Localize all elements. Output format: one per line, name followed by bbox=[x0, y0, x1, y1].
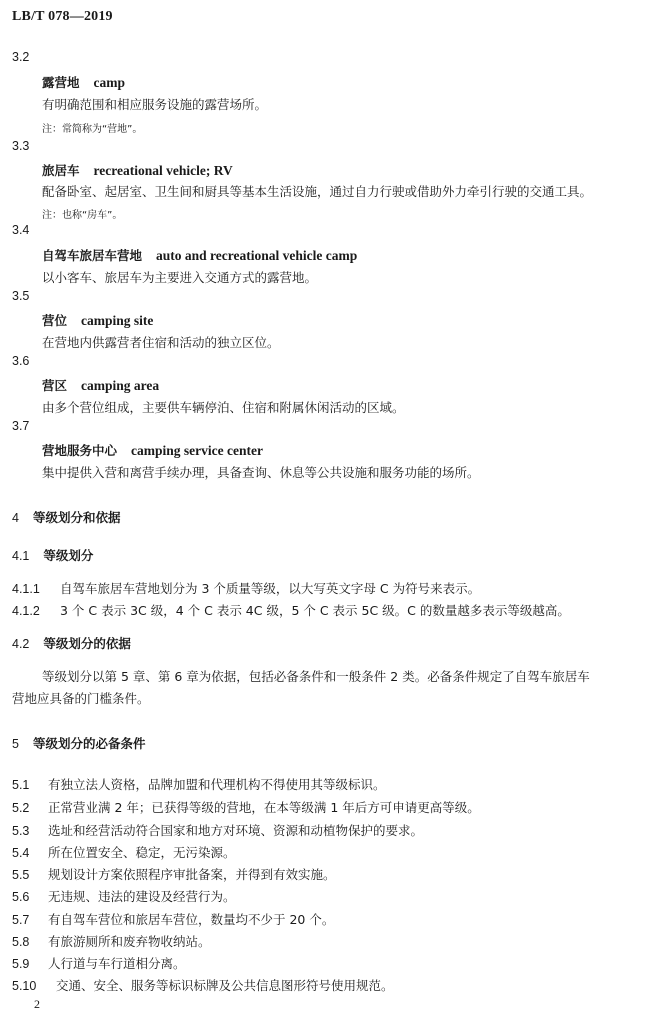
clause-text: 有独立法人资格，品牌加盟和代理机构不得使用其等级标识。 bbox=[48, 777, 386, 792]
paragraph-line: 等级划分以第 5 章、第 6 章为依据，包括必备条件和一般条件 2 类。必备条件规定了自驾车旅居车 bbox=[42, 669, 590, 684]
subsection-number: 4.2 bbox=[12, 637, 30, 651]
clause-number: 4.1.2 bbox=[12, 604, 40, 618]
section-title: 等级划分的必备条件 bbox=[32, 736, 146, 751]
clause-4-1-2 bbox=[12, 601, 570, 619]
clause-number: 5.7 bbox=[12, 913, 30, 927]
clause-text: 无违规、违法的建设及经营行为。 bbox=[48, 889, 236, 904]
clause-4-1-1 bbox=[12, 579, 480, 597]
term-english: camp bbox=[93, 75, 126, 90]
term-heading bbox=[42, 311, 153, 329]
section-5-heading bbox=[12, 734, 145, 752]
clause-number: 5.10 bbox=[12, 979, 37, 993]
subsection-number: 4.1 bbox=[12, 549, 30, 563]
clause-number: 3.7 bbox=[12, 419, 30, 433]
term-chinese: 露营地 bbox=[42, 75, 80, 90]
term-chinese: 旅居车 bbox=[42, 163, 80, 178]
clause-text: 人行道与车行道相分离。 bbox=[48, 956, 186, 971]
term-definition: 有明确范围和相应服务设施的露营场所。 bbox=[42, 97, 268, 112]
term-note: 注：常简称为“营地”。 bbox=[42, 124, 143, 135]
clause-text: 所在位置安全、稳定，无污染源。 bbox=[48, 845, 236, 860]
clause-number: 3.2 bbox=[12, 50, 30, 64]
clause-number: 5.2 bbox=[12, 801, 30, 815]
clause-5-7 bbox=[12, 910, 334, 928]
section-4-heading bbox=[12, 508, 120, 526]
clause-number: 3.5 bbox=[12, 289, 30, 303]
term-english: camping site bbox=[81, 313, 154, 328]
term-heading bbox=[42, 246, 357, 264]
clause-number: 3.3 bbox=[12, 139, 30, 153]
clause-number: 5.4 bbox=[12, 846, 30, 860]
clause-text: 自驾车旅居车营地划分为 3 个质量等级，以大写英文字母 C 为符号来表示。 bbox=[60, 581, 481, 596]
clause-text: 有旅游厕所和废弃物收纳站。 bbox=[48, 934, 211, 949]
clause-number: 5.5 bbox=[12, 868, 30, 882]
term-heading bbox=[42, 441, 263, 459]
clause-number: 5.9 bbox=[12, 957, 30, 971]
term-definition: 在营地内供露营者住宿和活动的独立区位。 bbox=[42, 335, 280, 350]
clause-text: 交通、安全、服务等标识标牌及公共信息图形符号使用规范。 bbox=[56, 978, 394, 993]
clause-5-2 bbox=[12, 798, 480, 816]
standard-code-header: LB/T 078—2019 bbox=[12, 9, 113, 24]
clause-text: 规划设计方案依照程序审批备案，并得到有效实施。 bbox=[48, 867, 336, 882]
clause-text: 正常营业满 2 年；已获得等级的营地，在本等级满 1 年后方可申请更高等级。 bbox=[48, 800, 480, 815]
term-definition: 由多个营位组成，主要供车辆停泊、住宿和附属休闲活动的区域。 bbox=[42, 400, 405, 415]
term-english: recreational vehicle; RV bbox=[93, 163, 233, 178]
term-english: auto and recreational vehicle camp bbox=[156, 248, 358, 263]
term-chinese: 自驾车旅居车营地 bbox=[42, 248, 143, 263]
subsection-title: 等级划分 bbox=[43, 548, 94, 563]
paragraph-line: 营地应具备的门槛条件。 bbox=[12, 691, 150, 706]
subsection-4-2-heading bbox=[12, 634, 131, 652]
clause-5-9 bbox=[12, 954, 186, 972]
term-chinese: 营地服务中心 bbox=[42, 443, 118, 458]
clause-number: 5.3 bbox=[12, 824, 30, 838]
page-number: 2 bbox=[34, 997, 40, 1011]
term-chinese: 营区 bbox=[42, 378, 68, 393]
subsection-title: 等级划分的依据 bbox=[43, 636, 131, 651]
section-number: 5 bbox=[12, 737, 19, 751]
clause-5-8 bbox=[12, 932, 211, 950]
term-heading bbox=[42, 73, 125, 91]
clause-number: 3.6 bbox=[12, 354, 30, 368]
term-note: 注：也称“房车”。 bbox=[42, 210, 123, 221]
clause-5-4 bbox=[12, 843, 236, 861]
clause-number: 4.1.1 bbox=[12, 582, 40, 596]
term-definition: 以小客车、旅居车为主要进入交通方式的露营地。 bbox=[42, 270, 318, 285]
clause-text: 3 个 C 表示 3C 级，4 个 C 表示 4C 级，5 个 C 表示 5C 级。C 的数量越多表示等级越高。 bbox=[60, 603, 570, 618]
clause-number: 5.8 bbox=[12, 935, 30, 949]
term-heading bbox=[42, 161, 233, 179]
term-english: camping area bbox=[81, 378, 160, 393]
term-english: camping service center bbox=[131, 443, 263, 458]
term-heading bbox=[42, 376, 159, 394]
section-number: 4 bbox=[12, 511, 19, 525]
clause-5-3 bbox=[12, 821, 423, 839]
section-title: 等级划分和依据 bbox=[32, 510, 121, 525]
clause-5-1 bbox=[12, 775, 386, 793]
term-chinese: 营位 bbox=[42, 313, 68, 328]
clause-number: 3.4 bbox=[12, 223, 30, 237]
subsection-4-1-heading bbox=[12, 546, 93, 564]
clause-5-5 bbox=[12, 865, 336, 883]
term-definition: 配备卧室、起居室、卫生间和厨具等基本生活设施，通过自力行驶或借助外力牵引行驶的交通工具。 bbox=[42, 184, 593, 199]
clause-5-10 bbox=[12, 976, 394, 994]
clause-number: 5.1 bbox=[12, 778, 30, 792]
clause-5-6 bbox=[12, 887, 236, 905]
clause-text: 有自驾车营位和旅居车营位，数量均不少于 20 个。 bbox=[48, 912, 335, 927]
clause-number: 5.6 bbox=[12, 890, 30, 904]
clause-text: 选址和经营活动符合国家和地方对环境、资源和动植物保护的要求。 bbox=[48, 823, 424, 838]
term-definition: 集中提供入营和离营手续办理，具备查询、休息等公共设施和服务功能的场所。 bbox=[42, 465, 480, 480]
